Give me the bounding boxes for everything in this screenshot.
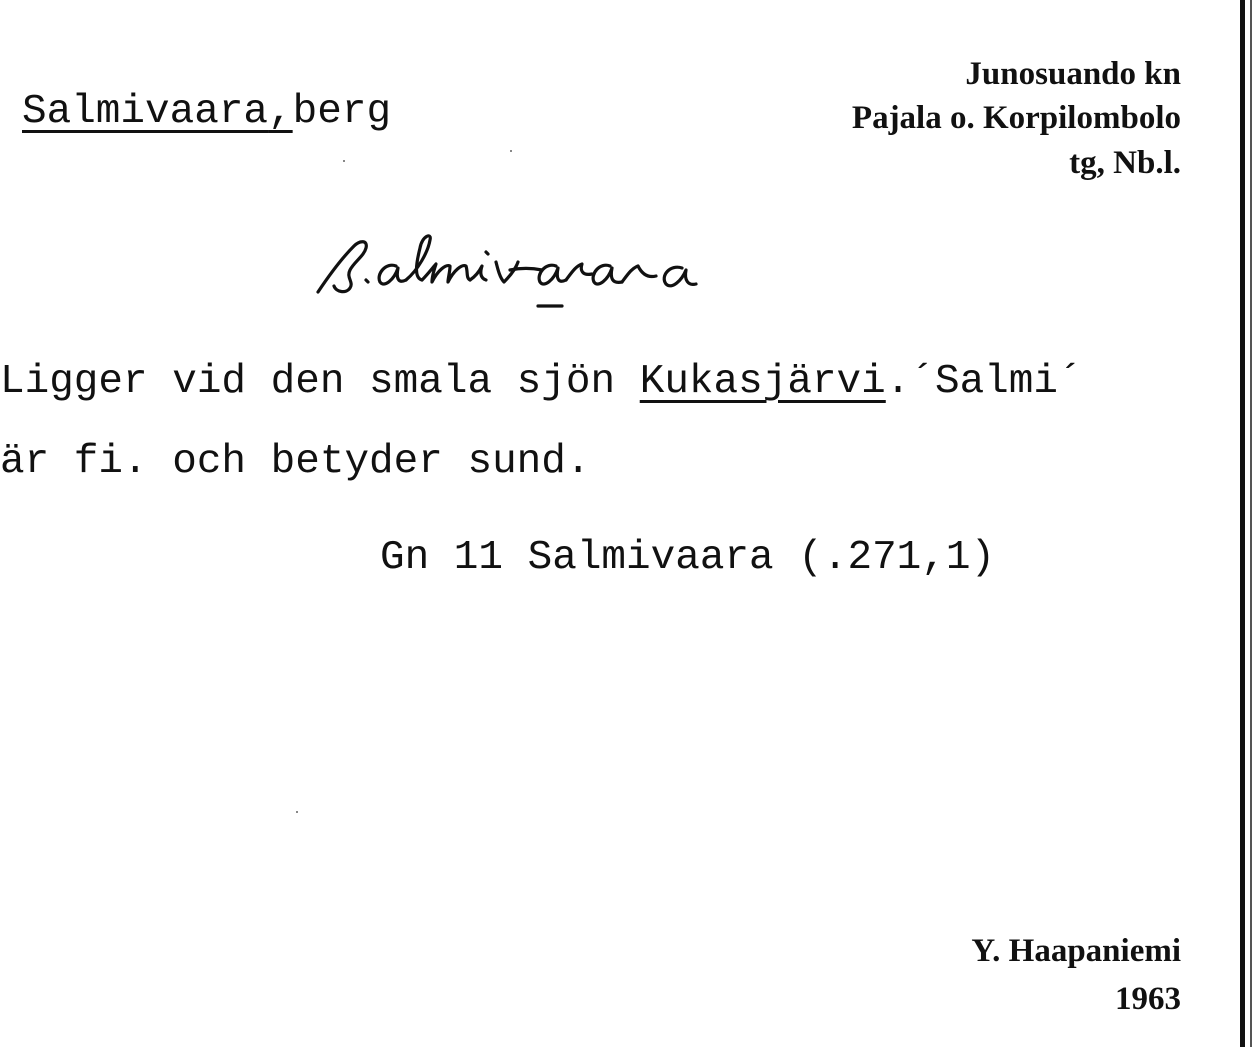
handwritten-name	[310, 222, 855, 312]
year: 1963	[1115, 981, 1181, 1017]
source-reference: Gn 11 Salmivaara (.271,1)	[380, 535, 996, 581]
body-line-1-end: .´Salmi´	[885, 359, 1083, 405]
card-edge-shadow	[1250, 0, 1252, 1047]
scan-speck	[296, 811, 298, 813]
body-line-2: är fi. och betyder sund.	[0, 439, 591, 485]
card-edge-line	[1240, 0, 1245, 1047]
headword-name: Salmivaara	[22, 89, 269, 135]
lake-name: Kukasjärvi	[639, 359, 886, 405]
headword-separator: ,	[268, 89, 293, 135]
body-line-1-text: Ligger vid den smala sjön	[0, 359, 640, 405]
location-village: Pajala o. Korpilombolo	[851, 100, 1181, 136]
author-name: Y. Haapaniemi	[971, 933, 1181, 969]
location-county: tg, Nb.l.	[1069, 145, 1181, 181]
location-parish: Junosuando kn	[965, 56, 1181, 92]
headword	[22, 89, 392, 135]
headword-type: berg	[292, 89, 392, 135]
scan-speck	[510, 150, 512, 152]
body-line-1	[0, 359, 1083, 405]
scan-speck	[343, 160, 345, 162]
